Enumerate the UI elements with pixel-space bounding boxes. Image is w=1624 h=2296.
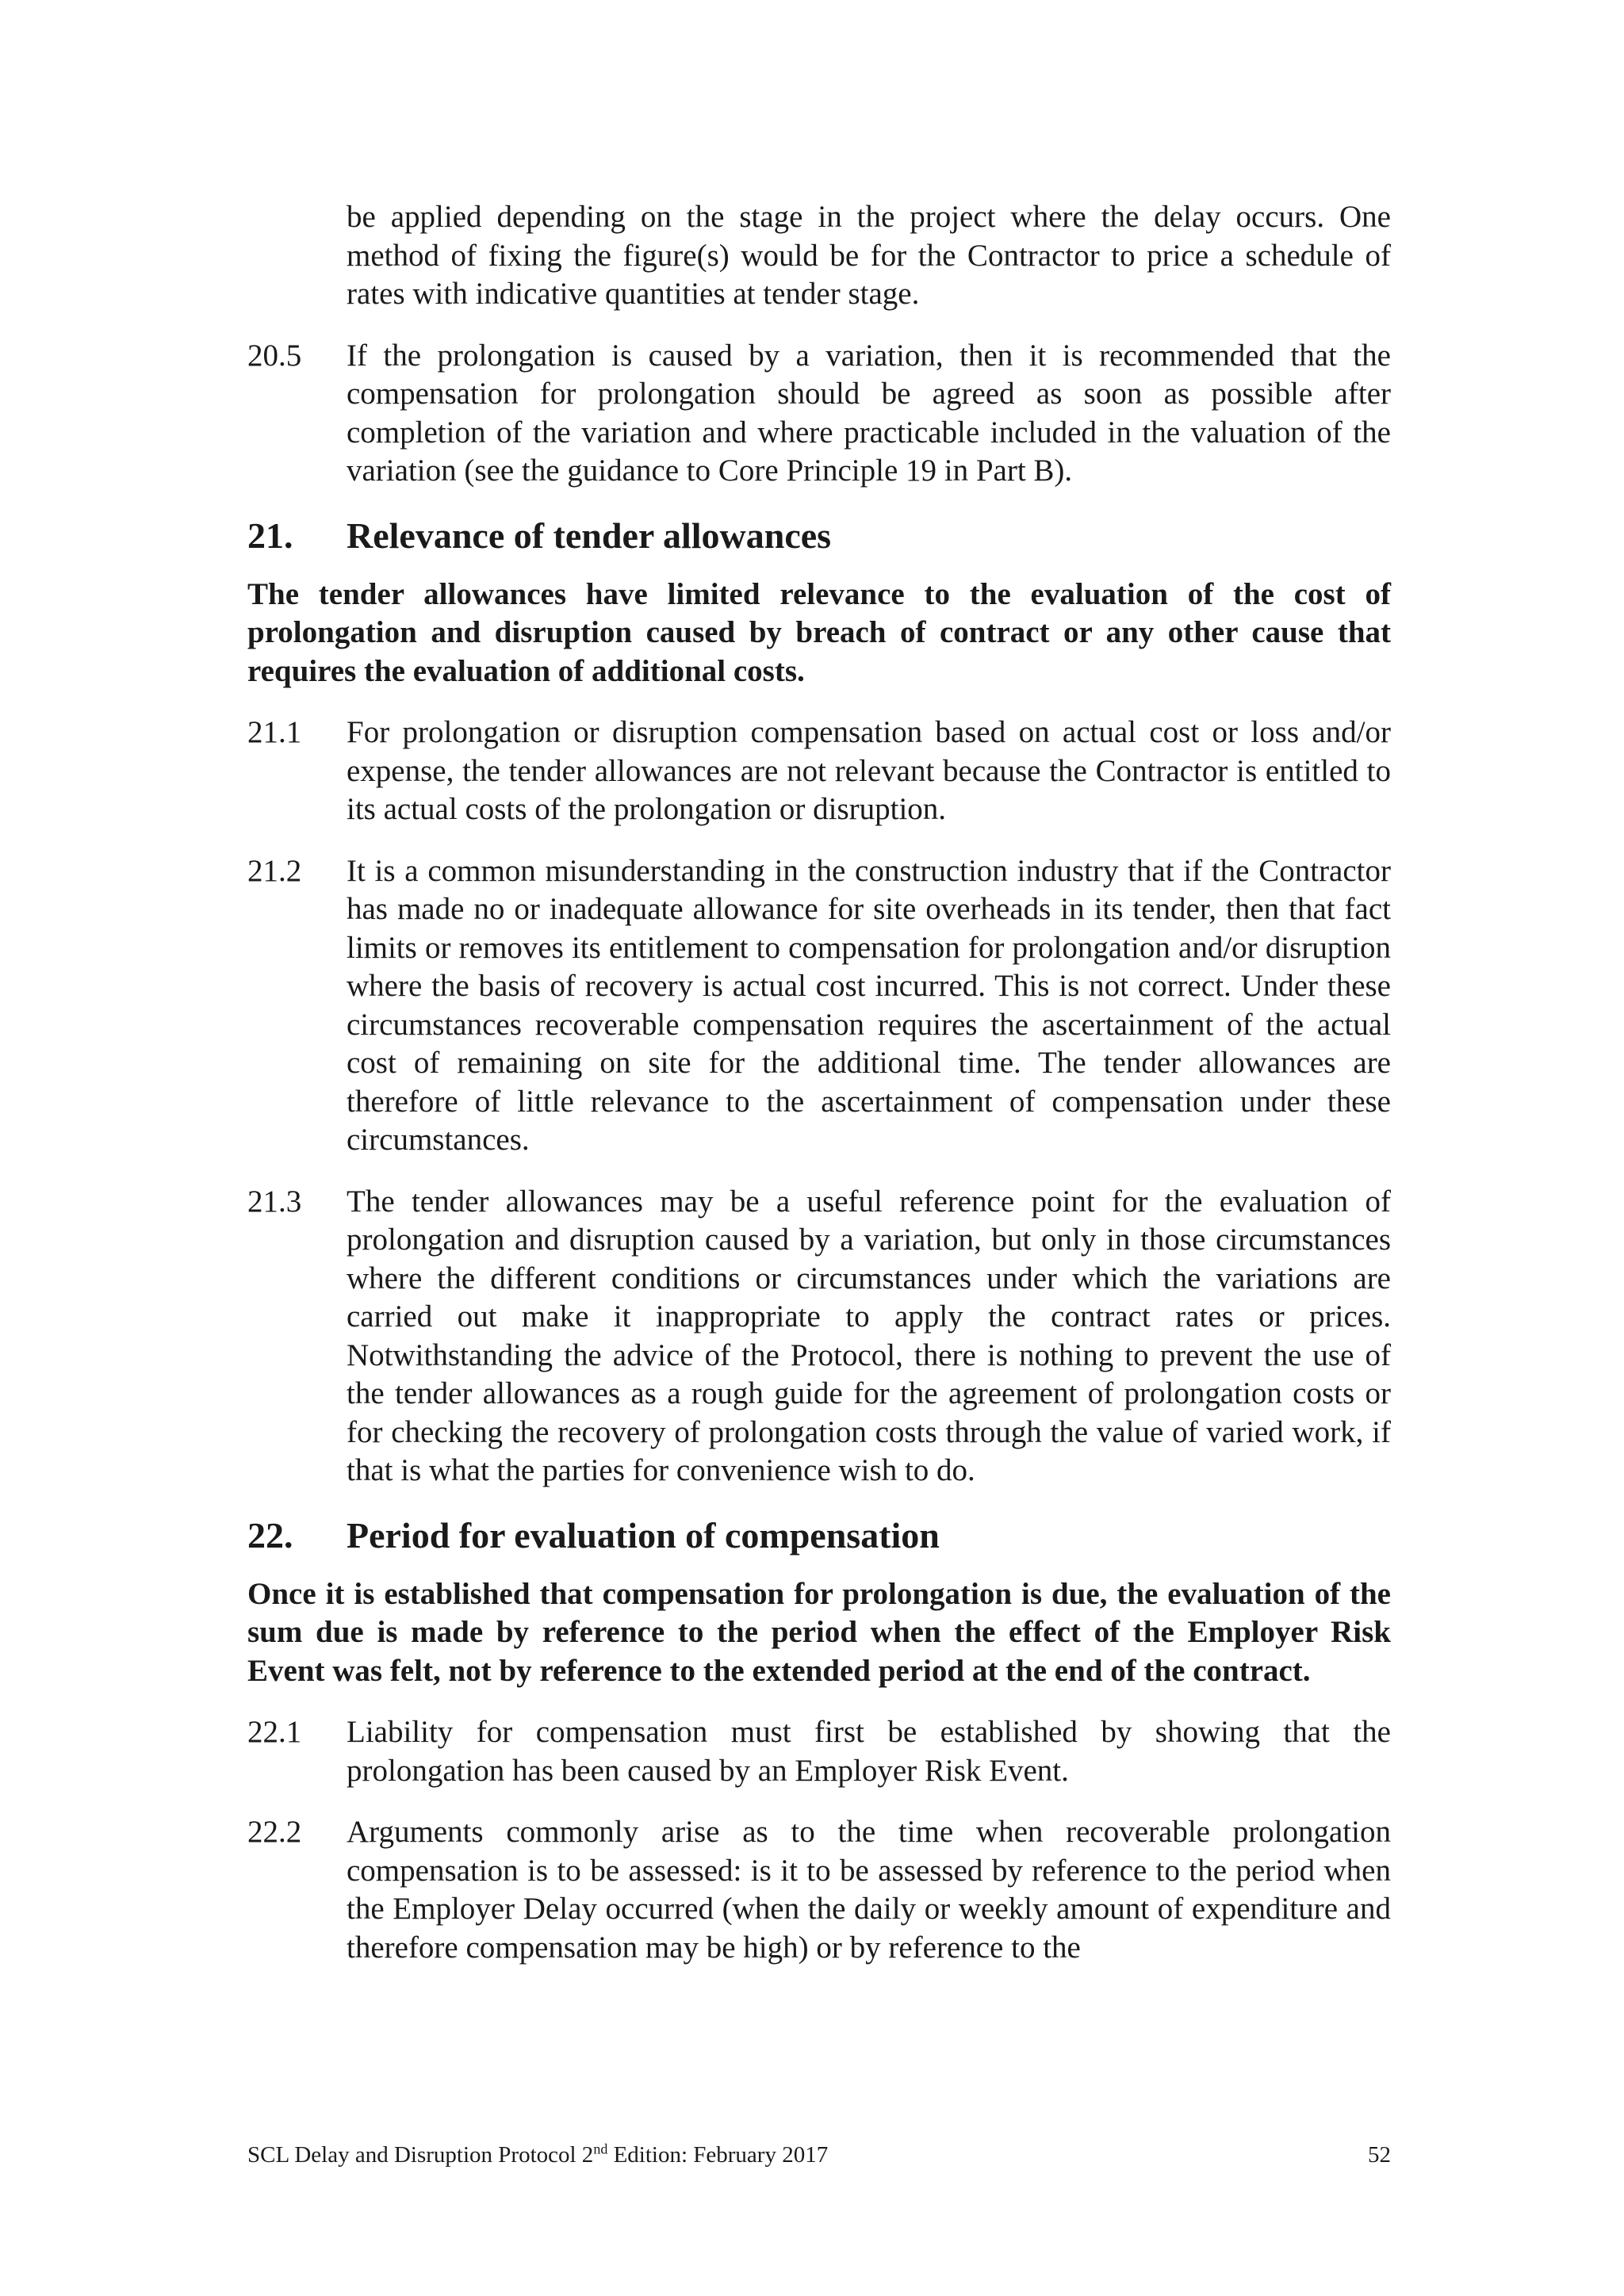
paragraph-21-2	[247, 852, 1391, 1160]
paragraph-20-5	[247, 337, 1391, 491]
page-body	[247, 198, 1391, 1990]
paragraph-number: 21.1	[247, 715, 302, 749]
section-number: 22.	[247, 1514, 293, 1556]
section-22-principle: Once it is established that compensation for prolongation is due, the evaluation of the sum due is made by reference to the period when the effect of the Employer Risk Event was felt, not by reference to the extended period at the end of the contract.	[247, 1576, 1391, 1688]
paragraph-number: 21.2	[247, 853, 302, 888]
section-number: 21.	[247, 515, 293, 556]
paragraph-number: 22.1	[247, 1715, 302, 1749]
section-21-principle: The tender allowances have limited relevance to the evaluation of the cost of prolongation and disruption caused by breach of contract or any other cause that requires the evaluation of additional costs.	[247, 576, 1391, 688]
paragraph-text: The tender allowances may be a useful reference point for the evaluation of prolongation and disruption caused by a variation, but only in those circumstances where the different conditions or circumstances under which the variations are carried out make it inappropriate to apply the contract rates or prices. Notwithstanding the advice of the Protocol, there is nothing to prevent the use of the tender allowances as a rough guide for the agreement of prolongation costs or for checking the recovery of prolongation costs through the value of varied work, if that is what the parties for convenience wish to do.	[347, 1184, 1391, 1487]
paragraph-21-1	[247, 714, 1391, 829]
footer-title-suffix: Edition: February 2017	[607, 2142, 829, 2168]
paragraph-number: 21.3	[247, 1184, 302, 1219]
footer-title-superscript: nd	[593, 2141, 608, 2157]
paragraph-text: Liability for compensation must first be established by showing that the prolongation has been caused by an Employer Risk Event.	[347, 1715, 1391, 1788]
paragraph-text: Arguments commonly arise as to the time when recoverable prolongation compensation is to be assessed: is it to be assessed by reference to the period when the Employer Delay occurred (when the daily or weekly amount of expenditure and therefore compensation may be high) or by reference to the	[347, 1815, 1391, 1965]
paragraph-number: 20.5	[247, 338, 302, 373]
section-title: Period for evaluation of compensation	[347, 1514, 940, 1556]
paragraph-21-3	[247, 1183, 1391, 1490]
paragraph-20-4-continuation: be applied depending on the stage in the project where the delay occurs. One method of fixing the figure(s) would be for the Contractor to price a schedule of rates with indicative quantities at tender stage.	[347, 200, 1391, 311]
section-21-heading	[247, 514, 1391, 558]
paragraph-22-1	[247, 1713, 1391, 1790]
paragraph-text: It is a common misunderstanding in the construction industry that if the Contractor has made no or inadequate allowance for site overheads in its tender, then that fact limits or removes its entitlement to compensation for prolongation and/or disruption where the basis of recovery is actual cost incurred. This is not correct. Under these circumstances recoverable compensation requires the ascertainment of the actual cost of remaining on site for the additional time. The tender allowances are therefore of little relevance to the ascertainment of compensation under these circumstances.	[347, 853, 1391, 1157]
paragraph-text: For prolongation or disruption compensation based on actual cost or loss and/or expense, the tender allowances are not relevant because the Contractor is entitled to its actual costs of the prolongation or disruption.	[347, 715, 1391, 826]
paragraph-22-2	[247, 1813, 1391, 1967]
page-footer	[247, 2141, 1391, 2169]
section-22-heading	[247, 1513, 1391, 1558]
paragraph-text: If the prolongation is caused by a variation, then it is recommended that the compensation for prolongation should be agreed as soon as possible after completion of the variation and where practicable included in the valuation of the variation (see the guidance to Core Principle 19 in Part B).	[347, 338, 1391, 488]
paragraph-number: 22.2	[247, 1815, 302, 1849]
footer-document-title	[247, 2141, 828, 2169]
section-title: Relevance of tender allowances	[347, 515, 832, 556]
footer-title-prefix: SCL Delay and Disruption Protocol 2	[247, 2142, 594, 2168]
page-number: 52	[1368, 2142, 1391, 2168]
